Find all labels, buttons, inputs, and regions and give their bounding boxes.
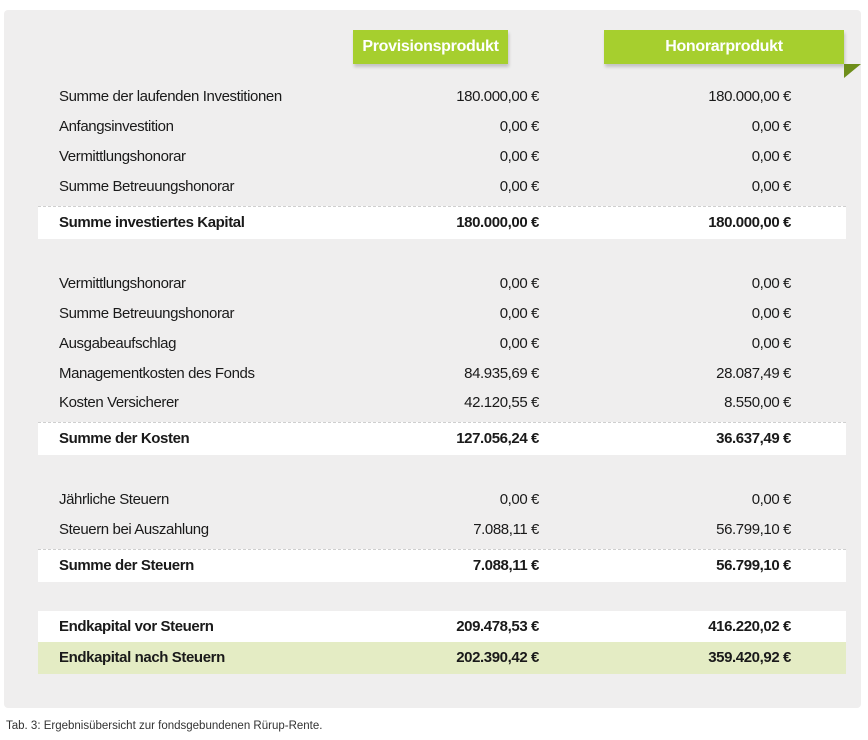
provision-value: 0,00 € bbox=[499, 335, 539, 352]
table-row bbox=[38, 485, 846, 515]
honorar-value: 56.799,10 € bbox=[716, 521, 791, 538]
provision-value: 180.000,00 € bbox=[456, 214, 539, 231]
honorar-value: 56.799,10 € bbox=[716, 557, 791, 574]
row-label: Ausgabeaufschlag bbox=[59, 335, 177, 352]
honorar-value: 0,00 € bbox=[751, 335, 791, 352]
provision-value: 0,00 € bbox=[499, 491, 539, 508]
row-label: Summe der Kosten bbox=[59, 430, 190, 447]
table-caption: Tab. 3: Ergebnisübersicht zur fondsgebundenen Rürup-Rente. bbox=[6, 720, 323, 732]
endkapital-vor-steuern-row bbox=[38, 611, 846, 643]
row-label: Summe Betreuungshonorar bbox=[59, 305, 235, 322]
provision-value: 0,00 € bbox=[499, 118, 539, 135]
honorar-value: 8.550,00 € bbox=[724, 394, 791, 411]
column-header-honorarprodukt: Honorarprodukt bbox=[604, 30, 844, 64]
provision-value: 7.088,11 € bbox=[472, 557, 539, 574]
column-header-provisionsprodukt: Provisionsprodukt bbox=[353, 30, 508, 64]
provision-value: 209.478,53 € bbox=[456, 618, 539, 635]
row-label: Summe der Steuern bbox=[59, 557, 194, 574]
total-row-investiertes-kapital bbox=[38, 206, 846, 239]
honorar-value: 0,00 € bbox=[751, 118, 791, 135]
honorar-value: 180.000,00 € bbox=[708, 88, 791, 105]
row-label: Vermittlungshonorar bbox=[59, 148, 186, 165]
honorar-value: 36.637,49 € bbox=[716, 430, 791, 447]
provision-value: 180.000,00 € bbox=[456, 88, 539, 105]
table-row bbox=[38, 388, 846, 418]
provision-value: 7.088,11 € bbox=[473, 521, 539, 538]
provision-value: 0,00 € bbox=[499, 275, 539, 292]
row-label: Summe investiertes Kapital bbox=[59, 214, 245, 231]
table-row bbox=[38, 329, 846, 359]
provision-value: 0,00 € bbox=[499, 305, 539, 322]
honorar-value: 0,00 € bbox=[751, 491, 791, 508]
provision-value: 202.390,42 € bbox=[456, 649, 539, 666]
honorar-value: 180.000,00 € bbox=[708, 214, 791, 231]
honorar-value: 0,00 € bbox=[751, 178, 791, 195]
row-label: Summe Betreuungshonorar bbox=[59, 178, 235, 195]
honorar-value: 0,00 € bbox=[751, 305, 791, 322]
honorar-value: 416.220,02 € bbox=[708, 618, 791, 635]
provision-value: 42.120,55 € bbox=[464, 394, 539, 411]
total-row-kosten bbox=[38, 422, 846, 455]
honorar-value: 0,00 € bbox=[751, 148, 791, 165]
total-row-steuern bbox=[38, 549, 846, 582]
row-label: Vermittlungshonorar bbox=[59, 275, 186, 292]
row-label: Managementkosten des Fonds bbox=[59, 365, 255, 382]
row-label: Kosten Versicherer bbox=[59, 394, 179, 411]
endkapital-nach-steuern-row bbox=[38, 642, 846, 674]
table-row bbox=[38, 515, 846, 545]
provision-value: 84.935,69 € bbox=[464, 365, 539, 382]
row-label: Endkapital vor Steuern bbox=[59, 618, 214, 635]
honorar-value: 0,00 € bbox=[751, 275, 791, 292]
row-label: Summe der laufenden Investitionen bbox=[59, 88, 282, 105]
provision-value: 127.056,24 € bbox=[456, 430, 539, 447]
provision-value: 0,00 € bbox=[499, 178, 539, 195]
table-row bbox=[38, 82, 846, 112]
honorar-value: 359.420,92 € bbox=[708, 649, 791, 666]
provision-value: 0,00 € bbox=[499, 148, 539, 165]
table-row bbox=[38, 359, 846, 389]
row-label: Endkapital nach Steuern bbox=[59, 649, 225, 666]
table-row bbox=[38, 269, 846, 299]
row-label: Anfangsinvestition bbox=[59, 118, 174, 135]
table-row bbox=[38, 112, 846, 142]
table-row bbox=[38, 172, 846, 202]
table-row bbox=[38, 142, 846, 172]
honorar-value: 28.087,49 € bbox=[716, 365, 791, 382]
row-label: Jährliche Steuern bbox=[59, 491, 169, 508]
ribbon-fold bbox=[844, 64, 861, 78]
row-label: Steuern bei Auszahlung bbox=[59, 521, 209, 538]
table-row bbox=[38, 299, 846, 329]
